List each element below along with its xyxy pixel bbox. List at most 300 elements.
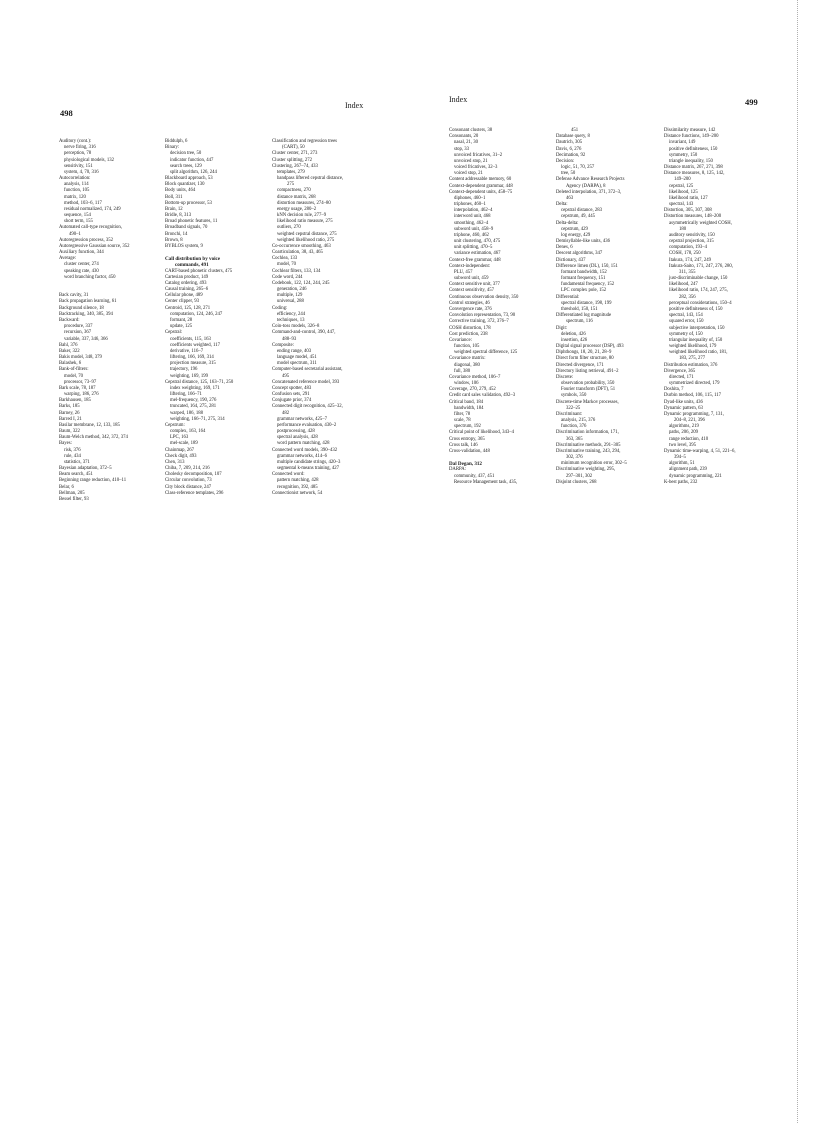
index-entry: Cellular phone, 489 [165, 293, 203, 299]
index-entry: analysis, 114 [64, 182, 89, 188]
index-entry: spectral, 143, 154 [669, 313, 703, 319]
index-entry: Blackboard approach, 53 [165, 176, 213, 182]
index-entry: Decimation, 92 [556, 152, 586, 158]
index-entry: recognition, 392, 485 [277, 484, 318, 490]
index-entry: Bayesian adaptation, 372–5 [59, 466, 112, 472]
index-entry: paths, 206, 209 [669, 430, 699, 436]
index-entry: LPC complex pole, 152 [561, 288, 607, 294]
index-entry: Disjoint clusters, 268 [556, 479, 597, 485]
index-entry: Context-dependent units, 458–75 [449, 189, 513, 195]
index-entry: Agency (DARPA), 8 [566, 183, 606, 189]
index-entry: symmetrized directed, 179 [669, 381, 720, 387]
index-entry: Divergence, 365 [664, 368, 696, 374]
index-entry: model, 70 [64, 373, 83, 379]
index-entry: speaking rate, 430 [64, 268, 99, 274]
index-entry: weighting, 169, 199 [170, 373, 208, 379]
left-index-column-1 [59, 139, 129, 503]
index-entry: templates, 279 [277, 169, 305, 175]
index-entry: function, 105 [454, 344, 480, 350]
index-entry: triphones, 460–1 [454, 202, 486, 208]
index-entry: unit splitting, 470–5 [454, 245, 493, 251]
index-entry: spectrum, 116 [566, 319, 593, 325]
index-entry: Context sensitive unit, 377 [449, 282, 500, 288]
index-entry: warping, 186, 276 [64, 392, 99, 398]
index-entry: likelihood ratio, 127 [669, 195, 708, 201]
index-entry: auditory sensitivity, 150 [669, 232, 715, 238]
index-entry: Discrimination information, 171, [556, 430, 619, 436]
index-entry: pattern matching, 428 [277, 478, 319, 484]
index-entry: Cochlea, 133 [272, 256, 298, 262]
index-entry: Deleted interpolation, 371, 372–3, [556, 189, 622, 195]
index-entry: multiple, 129 [277, 293, 303, 299]
index-entry: Descent algorithms, 347 [556, 251, 603, 257]
index-entry: Differential: [556, 294, 580, 300]
index-entry: Concept spotter, 483 [272, 385, 312, 391]
index-entry: Direct form filter structure, 80 [556, 356, 614, 362]
index-entry: full, 380 [454, 368, 471, 374]
index-entry: voiced stop, 21 [454, 171, 483, 177]
index-entry: window, 106 [454, 381, 479, 387]
index-entry: cepstral distance, 283 [561, 208, 603, 214]
index-entry: Distance measures, 8, 125, 142, [664, 171, 725, 177]
index-entry: subword unit, 458–9 [454, 226, 494, 232]
index-entry: Cholesky decomposition, 107 [165, 472, 222, 478]
index-entry: Bessel filter, 93 [59, 496, 89, 502]
index-entry: Durbin method, 106, 115, 117 [664, 393, 722, 399]
index-entry: Doshita, 7 [664, 387, 684, 393]
index-entry: 451 [571, 128, 579, 133]
index-entry: alignment path, 239 [669, 467, 707, 473]
index-entry: mel-frequency, 190, 276 [170, 398, 217, 404]
index-entry: sequence, 154 [64, 213, 91, 219]
index-entry: physiological models, 132 [64, 157, 115, 163]
index-entry: grammar networks, 425–7 [277, 416, 327, 422]
index-entry: 463 [566, 195, 574, 201]
index-entry: weighted cepstral distance, 275 [277, 231, 337, 237]
index-entry: 297–301, 302 [566, 473, 593, 479]
index-entry: outliers, 270 [277, 225, 301, 231]
index-entry: computation, 193–4 [669, 245, 707, 251]
index-entry: Cluster splitting, 272 [272, 157, 312, 163]
index-entry: Clustering, 267–74, 433 [272, 163, 318, 169]
index-entry: symmetry, 150 [669, 152, 698, 158]
index-entry: rule, 434 [64, 453, 81, 459]
index-entry: unvoiced stop, 21 [454, 158, 488, 164]
index-entry: Distance matrix, 267, 271, 398 [664, 165, 723, 171]
index-entry: log energy, 429 [561, 232, 591, 238]
index-entry: weighted likelihood ratio, 181, [669, 350, 728, 356]
index-entry: segmental k-means training, 427 [277, 466, 339, 472]
index-entry: Automated call-type recognition, [59, 225, 122, 231]
index-entry: Bottom-up processor, 53 [165, 200, 212, 206]
index-entry: positive definiteness of, 150 [669, 306, 723, 312]
index-entry: Defense Advance Research Projects [556, 177, 625, 183]
index-entry: Discrete: [556, 374, 574, 380]
index-entry: 490–1 [69, 231, 81, 237]
index-entry: computation, 124, 246, 247 [170, 311, 223, 317]
index-entry: Bahl, 376 [59, 342, 78, 348]
index-entry: Classification and regression trees [272, 139, 338, 144]
page-edge-dotted-line [797, 0, 798, 1123]
index-entry: Balashek, 6 [59, 361, 82, 367]
index-entry: Coarticulation, 38, 43, 465 [272, 250, 323, 256]
index-entry: Backtracking, 340, 385, 394 [59, 311, 113, 317]
index-entry: Command-and-control, 390, 447, [272, 330, 336, 336]
index-entry: Digit: [556, 325, 568, 331]
index-entry: language model, 451 [277, 355, 317, 361]
index-entry: weighted spectral difference, 125 [454, 350, 518, 356]
index-entry: formant bandwidth, 152 [561, 269, 607, 275]
index-entry: filter, 78 [454, 411, 471, 417]
index-entry: Baum-Welch method, 342, 372, 374 [59, 435, 128, 441]
index-entry: spectrum, 192 [454, 424, 481, 430]
index-entry: Average: [59, 256, 77, 262]
index-entry: generation, 246 [277, 287, 307, 293]
index-entry: Content addressable memory, 60 [449, 177, 512, 183]
index-entry: Discriminative training, 243, 294, [556, 448, 621, 454]
index-entry: diphones, 460–1 [454, 195, 486, 201]
index-entry: Auxiliary function, 344 [59, 250, 104, 256]
index-entry: Basilar membrane, 12, 133, 185 [59, 422, 120, 428]
index-entry: Covariance matrix: [449, 356, 486, 362]
index-entry: 363, 365 [566, 436, 583, 442]
index-entry: deletion, 426 [561, 331, 586, 337]
index-entry: Critical point of likelihood, 343–4 [449, 430, 515, 436]
index-entry: Diphthongs, 18, 20, 21, 28–9 [556, 350, 612, 356]
index-entry: algorithms, 219 [669, 424, 699, 430]
index-entry: scale, 78 [454, 418, 471, 424]
index-entry: performance evaluation, 430–2 [277, 422, 337, 428]
index-entry: PLU, 457 [454, 269, 473, 275]
index-entry: Background silence, 18 [59, 305, 104, 311]
index-entry: Dautrich, 305 [556, 140, 583, 146]
right-running-head: Index [449, 95, 468, 104]
index-entry: Resource Management task, 435, [454, 479, 518, 485]
index-entry: index weighting, 169, 171 [170, 385, 220, 391]
index-entry: Coin-toss models, 326–8 [272, 324, 320, 330]
index-entry: complex, 163, 164 [170, 429, 206, 435]
index-entry: Distortion, 305, 307, 308 [664, 208, 712, 214]
index-entry: Bank-of-filters: [59, 367, 89, 373]
index-entry: Belar, 6 [59, 484, 74, 490]
index-entry: weighted likelihood ratio, 275 [277, 237, 335, 243]
index-entry: Dyad-like units, 436 [664, 399, 703, 405]
index-entry: interpolation, 462–4 [454, 208, 493, 214]
index-entry: split algorithm, 126, 244 [170, 169, 217, 175]
index-entry: spectral, 143 [669, 202, 694, 208]
index-entry: Composite: [272, 342, 294, 348]
index-entry: tree, 50 [561, 171, 576, 177]
index-entry: bandpass liftered cepstral distance, [277, 176, 344, 182]
index-entry: BYBLOS system, 9 [165, 243, 203, 249]
index-entry: Delta: [556, 202, 568, 208]
index-entry: Barred I, 21 [59, 416, 82, 422]
index-entry: Confusion sets, 291 [272, 392, 310, 398]
index-entry: Autocorrelation: [59, 176, 91, 182]
index-entry: Dictionary, 437 [556, 257, 586, 263]
index-entry: coefficients, 115, 163 [170, 336, 211, 342]
index-entry: Chainmap, 267 [165, 447, 195, 453]
left-index-column-3 [272, 139, 343, 497]
index-entry: postprocessing, 428 [277, 429, 315, 435]
index-entry: Barney, 26 [59, 410, 80, 416]
index-entry: Dissimilarity measure, 142 [664, 128, 716, 133]
right-index-column-3 [664, 128, 736, 486]
left-index-column-2 [165, 139, 233, 497]
index-entry: cluster center, 274 [64, 262, 99, 268]
index-entry: recursion, 367 [64, 330, 92, 336]
index-entry: spectral distance, 198, 199 [561, 300, 612, 306]
index-entry: grammar networks, 414–6 [277, 453, 327, 459]
right-index-column-2 [556, 128, 627, 486]
index-entry: algorithm, 51 [669, 461, 695, 467]
index-entry: kNN decision rule, 277–9 [277, 213, 327, 219]
index-entry: Consonant clusters, 38 [449, 128, 493, 133]
index-entry: Cost prediction, 238 [449, 331, 488, 337]
index-entry: 204–8, 221, 396 [674, 418, 705, 424]
index-entry: Connected word: [272, 472, 305, 478]
index-entry: Covariance: [449, 337, 472, 343]
index-entry: formant frequency, 151 [561, 276, 606, 282]
index-entry: Consonants, 20 [449, 134, 479, 140]
index-entry: 488–93 [282, 336, 297, 342]
index-entry: 180 [679, 226, 687, 232]
index-entry: Circular convolution, 73 [165, 478, 212, 484]
index-entry: voiced fricatives, 32–3 [454, 165, 498, 171]
index-entry: 322–25 [566, 405, 581, 411]
index-entry: Difference limen (DL), 150, 151 [556, 263, 618, 269]
index-entry: mel-scale, 189 [170, 441, 198, 447]
index-entry: 275 [287, 182, 295, 188]
index-entry: search trees, 129 [170, 163, 202, 169]
index-entry: efficiency, 244 [277, 311, 306, 317]
index-entry: Demisyllable-like units, 436 [556, 239, 610, 245]
index-entry: unit clustering, 470, 475 [454, 239, 501, 245]
index-entry: Bridle, 8, 313 [165, 213, 192, 219]
index-entry: Decision: [556, 158, 575, 164]
index-entry: subjective interpretation, 150 [669, 325, 725, 331]
index-entry: 183, 275, 277 [679, 356, 706, 362]
index-entry: Bark scale, 78, 187 [59, 385, 96, 391]
index-entry: Check digit, 493 [165, 453, 197, 459]
right-page-number: 499 [745, 97, 758, 107]
index-entry: Bayes: [59, 441, 72, 447]
index-entry: triphone, 460, 462 [454, 232, 489, 238]
index-entry: Connectionist network, 54 [272, 490, 323, 496]
index-entry: likelihood ratio, 174, 247, 275, [669, 288, 728, 294]
index-entry: COSH, 178, 250 [669, 251, 701, 257]
index-entry: word branching factor, 450 [64, 274, 116, 280]
index-entry: Davis, 6, 276 [556, 146, 582, 152]
index-entry: Brown, 8 [165, 237, 183, 243]
index-entry: Discrete-time Markov processes, [556, 399, 619, 405]
index-entry: weighted likelihood, 179 [669, 344, 717, 350]
left-running-head: Index [345, 101, 364, 110]
index-entry: Denes, 6 [556, 245, 573, 251]
index-entry: Connected digit recognition, 425–32, [272, 404, 343, 410]
index-entry: fundamental frequency, 152 [561, 282, 615, 288]
index-entry: COSH distortion, 178 [449, 325, 491, 331]
index-entry: Discriminative methods, 291–305 [556, 442, 621, 448]
index-entry: Continuous observation density, 350 [449, 294, 519, 300]
index-entry: likelihood, 125 [669, 189, 698, 195]
index-entry: cepstrum, 49, 445 [561, 214, 596, 220]
index-entry: matrix, 120 [64, 194, 86, 200]
index-entry: Bakis model, 348, 379 [59, 355, 102, 361]
index-entry: 282, 356 [679, 294, 696, 300]
index-entry: Computer-based secretarial assistant, [272, 367, 343, 373]
index-entry: Class-reference templates, 296 [165, 490, 224, 496]
index-entry: variable, 337, 346, 366 [64, 336, 108, 342]
index-entry: Context-free grammar, 448 [449, 257, 501, 263]
index-entry: threshold, 150, 151 [561, 306, 598, 312]
index-entry: dynamic programming, 221 [669, 473, 722, 479]
index-entry: symbols, 350 [561, 393, 587, 399]
index-entry: two level, 395 [669, 442, 697, 448]
index-entry: Cepstrum: [165, 422, 185, 428]
index-entry: City block distance, 247 [165, 484, 212, 490]
index-entry: Biddulph, 6 [165, 139, 188, 144]
index-entry: Itakura, 174, 247, 249 [669, 257, 711, 263]
index-entry: analysis, 215, 376 [561, 418, 596, 424]
index-entry: Dynamic time-warping, 4, 51, 221–6, [664, 448, 736, 454]
index-entry: likelihood ratio measure, 275 [277, 219, 333, 225]
index-entry: coefficients weighted, 117 [170, 342, 220, 348]
index-entry: procedure, 337 [64, 324, 93, 330]
index-entry: (CART), 50 [282, 145, 305, 151]
index-entry: CART-based phonetic clusters, 475 [165, 268, 233, 274]
index-entry: range reduction, 410 [669, 436, 709, 442]
index-entry: formant, 28 [170, 317, 193, 323]
index-entry: asymmetrically weighted COSH, [669, 220, 732, 226]
index-entry: Block quantizer, 130 [165, 182, 205, 188]
index-entry: Cross talk, 146 [449, 442, 478, 448]
index-entry: perceptual considerations, 150–4 [669, 300, 732, 306]
index-entry: Coding: [272, 305, 288, 311]
index-entry: logic, 51, 70, 257 [561, 165, 595, 171]
index-entry: techniques, 13 [277, 317, 305, 323]
index-entry: Dal Degan, 312 [449, 461, 482, 468]
index-entry: truncated, 164, 275, 281 [170, 404, 217, 410]
index-entry: LPC, 163 [170, 435, 189, 441]
index-entry: DARPA: [449, 467, 466, 473]
index-entry: Bellman, 205 [59, 490, 85, 496]
index-entry: Autoregression process, 352 [59, 237, 113, 243]
index-entry: Distribution estimation, 376 [664, 362, 718, 368]
index-entry: multiple candidate strings, 420–3 [277, 459, 341, 465]
index-entry: Cepstral distance, 125, 163–71, 250 [165, 379, 234, 385]
index-entry: residual normalized, 174, 249 [64, 206, 121, 212]
index-entry: Baker, 322 [59, 348, 80, 354]
index-entry: just-discriminable change, 150 [669, 276, 728, 282]
index-entry: triangular inequality of, 150 [669, 337, 723, 343]
index-entry: distortion measures, 274–80 [277, 200, 331, 206]
index-entry: model, 70 [277, 262, 296, 268]
index-entry: Baum, 322 [59, 429, 80, 435]
index-entry: liftering, 166, 169, 314 [170, 355, 214, 361]
index-entry: Barks, 185 [59, 404, 80, 410]
index-entry: Broadband signals, 70 [165, 225, 208, 231]
index-entry: minimum recognition error, 302–5 [561, 461, 627, 467]
index-entry: Back propagation learning, 61 [59, 299, 117, 305]
index-entry: Body units, 464 [165, 188, 196, 194]
index-entry: K-best paths, 232 [664, 479, 698, 485]
index-entry: Chen, 313 [165, 459, 185, 465]
index-entry: Broad phonetic features, 11 [165, 219, 218, 225]
index-entry: liftering, 166–71 [170, 392, 202, 398]
index-entry: function, 376 [561, 424, 587, 430]
index-entry: variance estimation, 467 [454, 251, 501, 257]
index-entry: Brain, 12 [165, 206, 183, 212]
index-entry: Bronchi, 14 [165, 231, 188, 237]
index-entry: unvoiced fricatives, 31–2 [454, 152, 503, 158]
index-entry: Digital signal processor (DSP), 493 [556, 344, 624, 350]
index-entry: 495 [282, 373, 290, 379]
index-entry: nasal, 21, 30 [454, 140, 479, 146]
index-entry: Codebook, 122, 124, 244, 245 [272, 280, 330, 286]
index-entry: bandwidth, 184 [454, 405, 484, 411]
index-entry: triangle inequality, 150 [669, 158, 713, 164]
index-entry: warped, 186, 188 [170, 410, 203, 416]
index-entry: directed, 171 [669, 374, 694, 380]
index-entry: Beginning range reduction, 410–11 [59, 478, 127, 484]
index-entry: Connected word models, 390–432 [272, 447, 338, 453]
index-entry: energy usage, 280–2 [277, 206, 317, 212]
index-entry: Boll, 311 [165, 194, 183, 200]
index-entry: cepstral, 125 [669, 183, 694, 189]
index-entry: ending range, 403 [277, 348, 312, 354]
index-entry: Conjugate prior, 374 [272, 398, 312, 404]
index-entry: smoothing, 462–4 [454, 220, 489, 226]
index-entry: Autoregressive Gaussian source, 352 [59, 243, 130, 249]
index-entry: Cochlear filters, 133, 134 [272, 268, 321, 274]
left-page-number: 498 [60, 108, 73, 118]
index-entry: Context-dependent grammar, 448 [449, 183, 513, 189]
index-entry: Covariance method, 106–7 [449, 374, 501, 380]
index-entry: Context sensitivity, 457 [449, 288, 494, 294]
index-entry: method, 103–6, 117 [64, 200, 102, 206]
index-entry: Differentiated log magnitude [556, 313, 612, 319]
index-entry: Beam search, 451 [59, 472, 93, 478]
index-entry: Call distribution by voice [165, 256, 221, 263]
index-entry: invariant, 149 [669, 140, 696, 146]
index-entry: Code word, 244 [272, 274, 303, 280]
index-entry: Credit card sales validation, 492–3 [449, 393, 516, 399]
index-entry: Chiba, 7, 209, 214, 216 [165, 466, 210, 472]
index-entry: subword unit, 459 [454, 276, 489, 282]
index-entry: processor, 73–97 [64, 379, 97, 385]
index-entry: sensitivity, 151 [64, 163, 93, 169]
index-entry: positive definiteness, 150 [669, 146, 718, 152]
index-entry: Corrective training, 372, 376–7 [449, 319, 509, 325]
index-entry: Distance functions, 149–200 [664, 134, 719, 140]
index-entry: Binary: [165, 145, 180, 151]
index-entry: model spectrum, 311 [277, 361, 317, 367]
index-entry: community, 437, 451 [454, 473, 495, 479]
index-entry: Delta-delta: [556, 220, 579, 226]
index-entry: nerve firing, 316 [64, 145, 96, 151]
index-entry: projection measure, 315 [170, 361, 216, 367]
index-entry: decision tree, 50 [170, 151, 202, 157]
index-entry: squared error, 150 [669, 319, 704, 325]
index-entry: Barkhausen, 185 [59, 398, 91, 404]
index-entry: word pattern matching, 428 [277, 441, 330, 447]
index-entry: statistics, 371 [64, 459, 90, 465]
index-entry: Distortion measures, 148–200 [664, 214, 722, 220]
index-entry: Discriminative weighting, 295, [556, 467, 616, 473]
index-entry: system, 4, 70, 316 [64, 169, 99, 175]
index-entry: function, 105 [64, 188, 90, 194]
